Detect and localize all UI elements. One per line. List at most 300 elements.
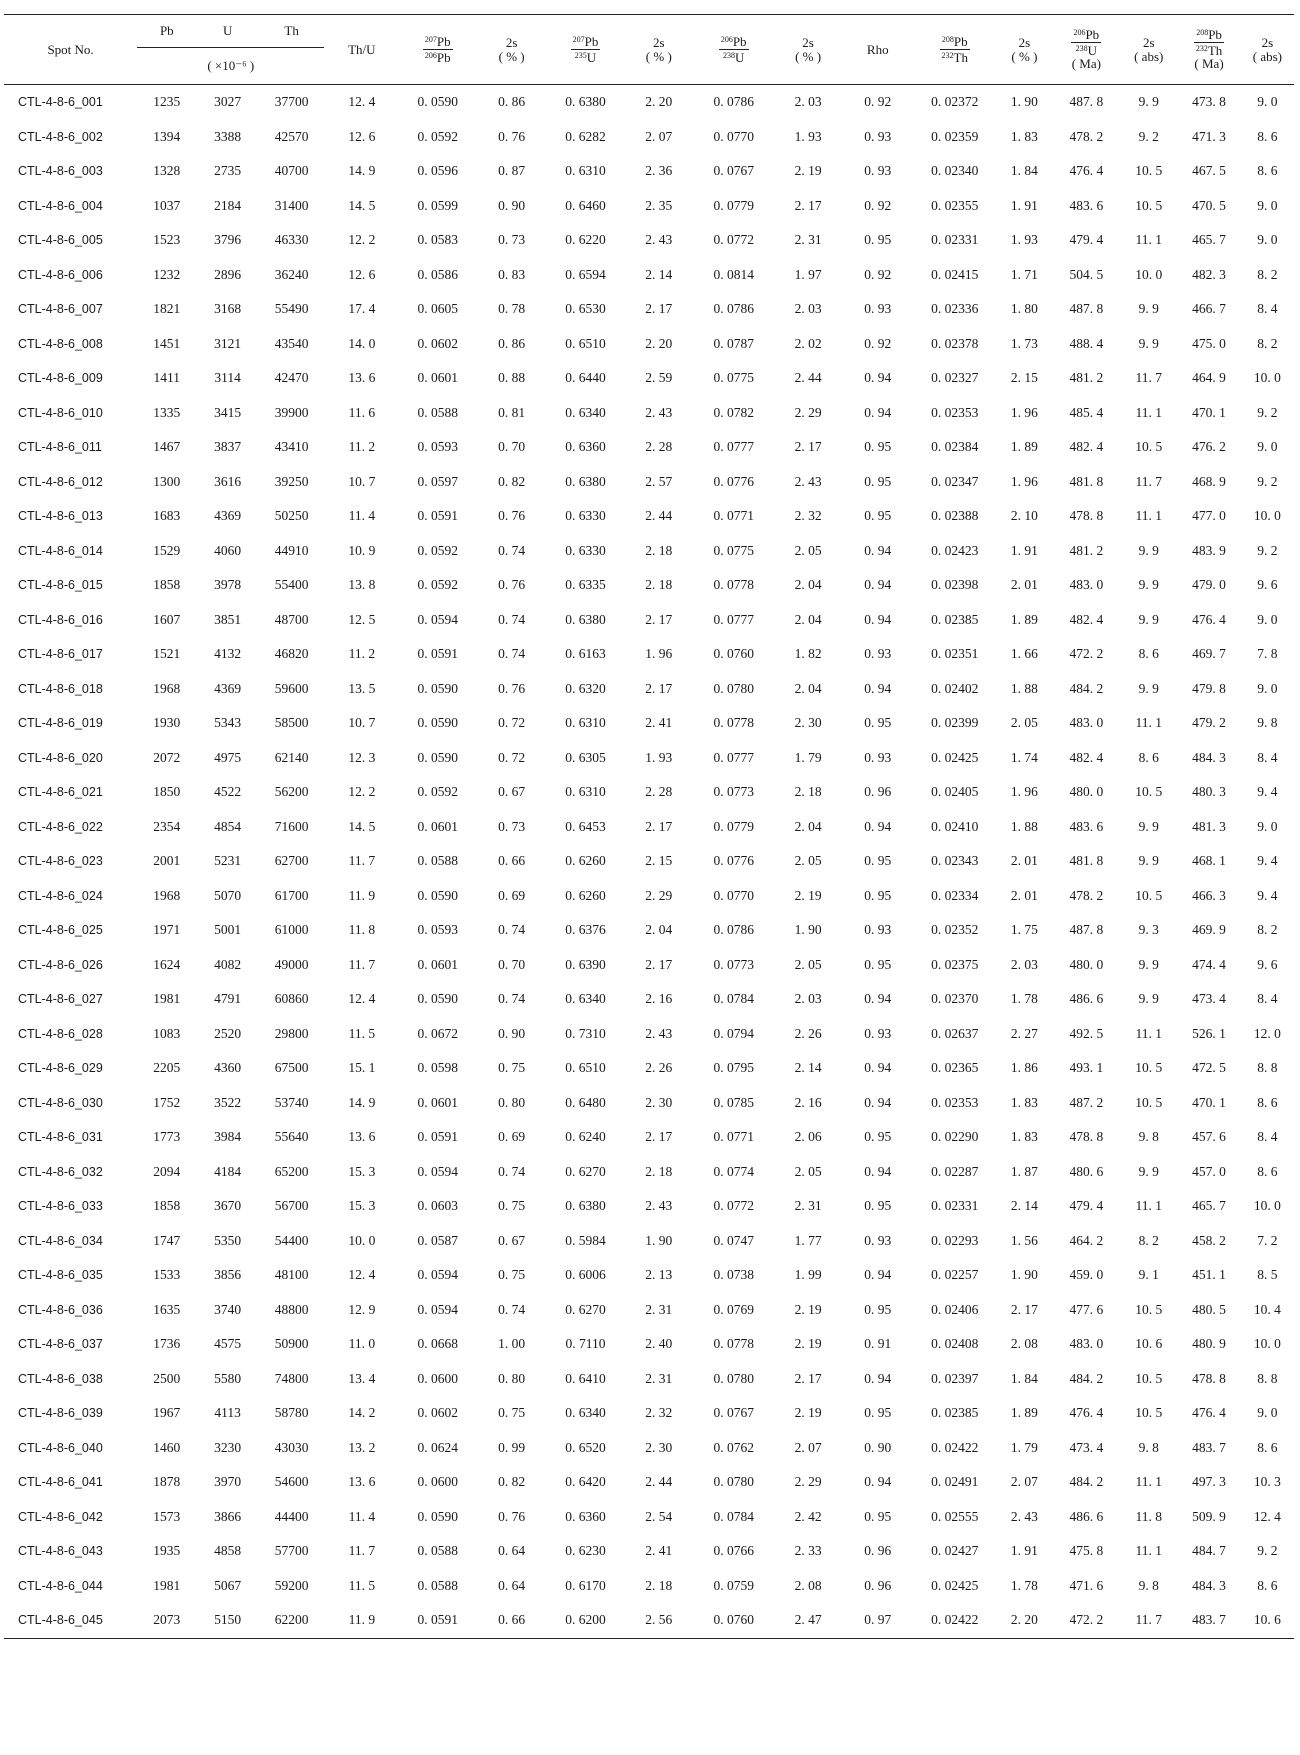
table-cell: 11. 7 <box>348 956 376 972</box>
table-cell: 4975 <box>214 749 242 765</box>
table-cell: 0. 69 <box>498 1129 526 1145</box>
table-cell: 11. 1 <box>1135 1025 1162 1041</box>
table-cell: 0. 0773 <box>713 784 754 800</box>
table-cell: 466. 7 <box>1192 301 1226 317</box>
table-cell: 59600 <box>274 680 309 696</box>
table-row <box>4 534 1294 569</box>
table-cell: 2. 19 <box>794 1405 822 1421</box>
spot-no-cell: CTL-4-8-6_026 <box>18 957 103 972</box>
table-cell: 0. 0591 <box>417 1129 459 1145</box>
table-cell: 2520 <box>214 1025 242 1041</box>
table-cell: 9. 9 <box>1138 818 1159 834</box>
table-cell: 9. 0 <box>1257 94 1278 110</box>
table-cell: 10. 9 <box>348 542 376 558</box>
spot-no-cell: CTL-4-8-6_004 <box>18 198 103 213</box>
table-cell: 8. 4 <box>1257 301 1278 317</box>
table-cell: 3027 <box>214 94 242 110</box>
table-cell: 483. 0 <box>1069 577 1104 593</box>
table-cell: 9. 8 <box>1138 1577 1159 1593</box>
table-cell: 5350 <box>214 1232 242 1248</box>
table-cell: 9. 9 <box>1138 611 1159 627</box>
table-cell: 476. 4 <box>1192 611 1226 627</box>
table-cell: 0. 73 <box>498 232 526 248</box>
table-cell: 0. 93 <box>864 922 892 938</box>
spot-no-cell: CTL-4-8-6_003 <box>18 164 103 179</box>
table-cell: 0. 96 <box>864 1577 892 1593</box>
table-cell: 475. 8 <box>1069 1543 1104 1559</box>
table-cell: 485. 4 <box>1069 404 1104 420</box>
table-cell: 0. 95 <box>864 1301 892 1317</box>
table-cell: 2. 44 <box>645 508 673 524</box>
table-cell: 2. 20 <box>1010 1612 1038 1628</box>
table-cell: 11. 2 <box>348 646 376 662</box>
table-cell: 483. 0 <box>1069 1336 1104 1352</box>
table-cell: 1. 93 <box>794 128 822 144</box>
table-cell: 8. 2 <box>1138 1232 1159 1248</box>
table-row <box>4 465 1294 500</box>
table-cell: 9. 9 <box>1138 680 1159 696</box>
table-row <box>4 1224 1294 1259</box>
table-cell: 9. 6 <box>1257 577 1278 593</box>
table-cell: 472. 5 <box>1192 1060 1226 1076</box>
table-cell: 11. 1 <box>1135 715 1162 731</box>
table-cell: 0. 6330 <box>565 542 606 558</box>
table-cell: 0. 96 <box>864 1543 892 1559</box>
table-cell: 478. 8 <box>1069 508 1104 524</box>
table-cell: 9. 9 <box>1138 991 1159 1007</box>
table-cell: 0. 0596 <box>417 163 459 179</box>
table-cell: 1607 <box>153 611 181 627</box>
table-cell: 0. 0776 <box>713 473 754 489</box>
spot-no-cell: CTL-4-8-6_013 <box>18 509 103 524</box>
table-cell: 1. 73 <box>1010 335 1038 351</box>
table-cell: 1573 <box>153 1508 181 1524</box>
table-cell: 0. 02351 <box>931 646 979 662</box>
table-cell: 2. 54 <box>645 1508 673 1524</box>
table-cell: 11. 2 <box>348 439 376 455</box>
table-cell: 1. 90 <box>645 1232 673 1248</box>
table-cell: 475. 0 <box>1192 335 1226 351</box>
table-cell: 480. 0 <box>1069 956 1104 972</box>
table-cell: 11. 1 <box>1135 232 1162 248</box>
table-cell: 0. 76 <box>498 1508 526 1524</box>
table-cell: 2072 <box>153 749 181 765</box>
table-cell: 2. 01 <box>1010 887 1038 903</box>
table-cell: 2. 35 <box>645 197 673 213</box>
table-cell: 0. 0771 <box>713 508 754 524</box>
table-cell: 2. 15 <box>645 853 673 869</box>
table-cell: 1. 88 <box>1010 680 1038 696</box>
table-cell: 3837 <box>214 439 242 455</box>
table-cell: 54600 <box>274 1474 309 1490</box>
spot-no-cell: CTL-4-8-6_012 <box>18 474 103 489</box>
table-cell: 481. 8 <box>1069 853 1104 869</box>
table-cell: 0. 6006 <box>565 1267 606 1283</box>
table-cell: 55640 <box>274 1129 309 1145</box>
table-cell: 9. 9 <box>1138 577 1159 593</box>
spot-no-cell: CTL-4-8-6_035 <box>18 1268 103 1283</box>
table-cell: 0. 70 <box>498 439 526 455</box>
table-cell: 2. 17 <box>645 956 673 972</box>
table-cell: 2. 05 <box>794 956 822 972</box>
table-cell: 2001 <box>153 853 181 869</box>
header-err-5: 2s ( abs) <box>1134 34 1164 64</box>
table-cell: 478. 8 <box>1192 1370 1226 1386</box>
table-cell: 2. 31 <box>645 1370 673 1386</box>
table-cell: 468. 9 <box>1192 473 1226 489</box>
table-cell: 0. 94 <box>864 1474 892 1490</box>
table-cell: 9. 2 <box>1257 1543 1278 1559</box>
table-cell: 0. 0777 <box>713 749 754 765</box>
table-cell: 4369 <box>214 680 242 696</box>
table-cell: 9. 0 <box>1257 611 1278 627</box>
table-cell: 0. 0776 <box>713 853 754 869</box>
table-cell: 44400 <box>274 1508 309 1524</box>
table-cell: 0. 90 <box>864 1439 892 1455</box>
table-cell: 11. 1 <box>1135 1543 1162 1559</box>
table-cell: 11. 7 <box>348 1543 376 1559</box>
table-cell: 0. 74 <box>498 922 526 938</box>
table-cell: 2. 20 <box>645 94 673 110</box>
table-cell: 0. 0586 <box>417 266 459 282</box>
table-cell: 0. 0592 <box>417 542 459 558</box>
table-cell: 3851 <box>214 611 242 627</box>
table-cell: 0. 02340 <box>931 163 979 179</box>
table-cell: 0. 0594 <box>417 1163 459 1179</box>
table-cell: 1. 91 <box>1010 1543 1038 1559</box>
table-cell: 0. 02427 <box>931 1543 979 1559</box>
table-cell: 0. 0624 <box>417 1439 459 1455</box>
table-cell: 9. 6 <box>1257 956 1278 972</box>
table-row <box>4 879 1294 914</box>
table-cell: 9. 9 <box>1138 335 1159 351</box>
table-cell: 9. 1 <box>1138 1267 1159 1283</box>
table-cell: 12. 3 <box>348 749 376 765</box>
table-cell: 0. 5984 <box>565 1232 606 1248</box>
table-cell: 0. 02347 <box>931 473 979 489</box>
table-cell: 467. 5 <box>1192 163 1226 179</box>
table-row <box>4 1086 1294 1121</box>
table-cell: 0. 02290 <box>931 1129 979 1145</box>
table-cell: 478. 2 <box>1069 887 1104 903</box>
table-cell: 470. 5 <box>1192 197 1226 213</box>
spot-no-cell: CTL-4-8-6_041 <box>18 1475 103 1490</box>
table-cell: 464. 2 <box>1069 1232 1104 1248</box>
table-cell: 0. 0778 <box>713 715 754 731</box>
table-row <box>4 120 1294 155</box>
spot-no-cell: CTL-4-8-6_034 <box>18 1233 103 1248</box>
table-cell: 10. 5 <box>1135 1301 1163 1317</box>
table-cell: 0. 6320 <box>565 680 606 696</box>
table-cell: 2. 31 <box>645 1301 673 1317</box>
table-cell: 10. 5 <box>1135 163 1163 179</box>
table-cell: 9. 8 <box>1257 715 1278 731</box>
table-row <box>4 1603 1294 1638</box>
table-cell: 14. 9 <box>348 1094 376 1110</box>
table-cell: 2. 59 <box>645 370 673 386</box>
table-row <box>4 1155 1294 1190</box>
table-cell: 0. 73 <box>498 818 526 834</box>
table-cell: 476. 4 <box>1069 163 1104 179</box>
table-cell: 2. 07 <box>645 128 673 144</box>
spot-no-cell: CTL-4-8-6_020 <box>18 750 103 765</box>
table-cell: 8. 4 <box>1257 749 1278 765</box>
table-cell: 0. 6270 <box>565 1163 606 1179</box>
table-cell: 0. 02384 <box>931 439 979 455</box>
table-cell: 0. 0795 <box>713 1060 754 1076</box>
table-cell: 1451 <box>153 335 181 351</box>
table-cell: 54400 <box>274 1232 309 1248</box>
table-cell: 2. 01 <box>1010 853 1038 869</box>
spot-no-cell: CTL-4-8-6_011 <box>18 440 102 455</box>
table-cell: 0. 6270 <box>565 1301 606 1317</box>
table-cell: 5343 <box>214 715 242 731</box>
spot-no-cell: CTL-4-8-6_014 <box>18 543 103 558</box>
spot-no-cell: CTL-4-8-6_023 <box>18 854 103 869</box>
table-cell: 49000 <box>274 956 309 972</box>
table-cell: 2. 07 <box>1010 1474 1038 1490</box>
table-cell: 0. 0784 <box>713 991 754 1007</box>
table-cell: 484. 7 <box>1192 1543 1226 1559</box>
table-cell: 1037 <box>153 197 181 213</box>
table-cell: 0. 02353 <box>931 1094 979 1110</box>
table-cell: 8. 6 <box>1257 128 1278 144</box>
table-cell: 0. 02410 <box>931 818 979 834</box>
spot-no-cell: CTL-4-8-6_015 <box>18 578 103 593</box>
table-cell: 0. 6453 <box>565 818 606 834</box>
table-cell: 483. 7 <box>1192 1439 1226 1455</box>
table-cell: 9. 3 <box>1138 922 1159 938</box>
table-cell: 0. 02327 <box>931 370 979 386</box>
table-cell: 4184 <box>214 1163 242 1179</box>
table-cell: 466. 3 <box>1192 887 1226 903</box>
table-cell: 0. 76 <box>498 680 526 696</box>
table-cell: 1858 <box>153 577 181 593</box>
table-cell: 0. 6310 <box>565 715 606 731</box>
table-cell: 0. 66 <box>498 853 526 869</box>
table-cell: 0. 6170 <box>565 1577 606 1593</box>
table-cell: 10. 0 <box>1253 508 1281 524</box>
table-cell: 0. 82 <box>498 1474 526 1490</box>
table-cell: 0. 0590 <box>417 1508 459 1524</box>
table-cell: 2. 02 <box>794 335 822 351</box>
table-cell: 0. 6220 <box>565 232 606 248</box>
table-cell: 0. 94 <box>864 404 892 420</box>
table-cell: 2. 43 <box>645 232 673 248</box>
table-cell: 0. 81 <box>498 404 526 420</box>
table-cell: 477. 0 <box>1192 508 1226 524</box>
table-cell: 0. 0770 <box>713 128 754 144</box>
table-cell: 56700 <box>274 1198 309 1214</box>
table-cell: 0. 6310 <box>565 163 606 179</box>
table-cell: 11. 7 <box>1135 1612 1162 1628</box>
table-cell: 472. 2 <box>1069 1612 1104 1628</box>
header-err-3: 2s ( % ) <box>795 34 822 64</box>
table-cell: 0. 93 <box>864 163 892 179</box>
table-cell: 71600 <box>274 818 309 834</box>
table-cell: 9. 9 <box>1138 94 1159 110</box>
table-cell: 483. 0 <box>1069 715 1104 731</box>
table-cell: 0. 6260 <box>565 853 606 869</box>
spot-no-cell: CTL-4-8-6_010 <box>18 405 103 420</box>
table-cell: 43540 <box>274 335 309 351</box>
table-cell: 0. 0738 <box>713 1267 754 1283</box>
table-row <box>4 396 1294 431</box>
spot-no-cell: CTL-4-8-6_024 <box>18 888 103 903</box>
table-cell: 2. 29 <box>794 1474 822 1490</box>
table-cell: 0. 6380 <box>565 1198 606 1214</box>
table-cell: 9. 0 <box>1257 197 1278 213</box>
table-cell: 0. 02399 <box>931 715 979 731</box>
table-row <box>4 1500 1294 1535</box>
spot-no-cell: CTL-4-8-6_044 <box>18 1578 103 1593</box>
table-cell: 0. 0779 <box>713 818 754 834</box>
table-cell: 451. 1 <box>1192 1267 1226 1283</box>
table-cell: 0. 02334 <box>931 887 979 903</box>
table-cell: 48800 <box>274 1301 309 1317</box>
table-cell: 11. 7 <box>1135 473 1162 489</box>
table-cell: 2. 19 <box>794 1301 822 1317</box>
table-cell: 1967 <box>153 1405 181 1421</box>
table-cell: 0. 91 <box>864 1336 892 1352</box>
table-row <box>4 430 1294 465</box>
table-cell: 3616 <box>214 473 242 489</box>
table-cell: 8. 5 <box>1257 1267 1278 1283</box>
table-cell: 4854 <box>214 818 242 834</box>
table-cell: 479. 4 <box>1069 232 1104 248</box>
table-cell: 0. 02355 <box>931 197 979 213</box>
table-cell: 0. 0592 <box>417 577 459 593</box>
table-cell: 0. 0779 <box>713 197 754 213</box>
table-cell: 479. 4 <box>1069 1198 1104 1214</box>
table-cell: 11. 8 <box>1135 1508 1162 1524</box>
table-row <box>4 1017 1294 1052</box>
table-cell: 1. 96 <box>645 646 673 662</box>
table-cell: 0. 6480 <box>565 1094 606 1110</box>
table-cell: 13. 6 <box>348 370 376 386</box>
table-cell: 12. 6 <box>348 128 376 144</box>
table-cell: 497. 3 <box>1192 1474 1226 1490</box>
table-cell: 9. 0 <box>1257 232 1278 248</box>
table-cell: 0. 83 <box>498 266 526 282</box>
table-cell: 10. 6 <box>1253 1612 1281 1628</box>
table-cell: 14. 0 <box>348 335 376 351</box>
table-cell: 0. 94 <box>864 1370 892 1386</box>
table-cell: 1. 83 <box>1010 1129 1038 1145</box>
table-cell: 50250 <box>274 508 309 524</box>
table-cell: 0. 0594 <box>417 1267 459 1283</box>
table-cell: 11. 9 <box>348 1612 376 1628</box>
table-cell: 2. 17 <box>645 611 673 627</box>
table-cell: 2. 19 <box>794 163 822 179</box>
table-cell: 0. 76 <box>498 128 526 144</box>
table-cell: 0. 7310 <box>565 1025 606 1041</box>
table-cell: 0. 95 <box>864 1508 892 1524</box>
table-cell: 487. 8 <box>1069 922 1104 938</box>
table-cell: 2. 31 <box>794 1198 822 1214</box>
table-cell: 0. 02423 <box>931 542 979 558</box>
table-cell: 8. 6 <box>1257 163 1278 179</box>
table-cell: 0. 0591 <box>417 1612 459 1628</box>
table-cell: 43410 <box>274 439 309 455</box>
table-cell: 12. 9 <box>348 1301 376 1317</box>
table-cell: 464. 9 <box>1192 370 1226 386</box>
table-cell: 0. 0780 <box>713 680 754 696</box>
table-cell: 2. 28 <box>645 784 673 800</box>
table-cell: 0. 02398 <box>931 577 979 593</box>
table-cell: 0. 0766 <box>713 1543 754 1559</box>
table-cell: 3740 <box>214 1301 242 1317</box>
table-cell: 0. 94 <box>864 1094 892 1110</box>
table-cell: 2. 43 <box>645 1198 673 1214</box>
table-row <box>4 223 1294 258</box>
table-cell: 526. 1 <box>1192 1025 1226 1041</box>
table-cell: 484. 3 <box>1192 1577 1226 1593</box>
table-cell: 1523 <box>153 232 181 248</box>
table-cell: 0. 0602 <box>417 1405 459 1421</box>
table-cell: 0. 94 <box>864 542 892 558</box>
table-cell: 458. 2 <box>1192 1232 1226 1248</box>
table-row <box>4 810 1294 845</box>
table-cell: 2184 <box>214 197 242 213</box>
table-cell: 0. 74 <box>498 646 526 662</box>
table-cell: 0. 6520 <box>565 1439 606 1455</box>
table-cell: 0. 0592 <box>417 784 459 800</box>
table-cell: 2. 14 <box>645 266 673 282</box>
table-cell: 0. 92 <box>864 94 892 110</box>
table-cell: 0. 0770 <box>713 887 754 903</box>
table-cell: 1878 <box>153 1474 181 1490</box>
table-cell: 1624 <box>153 956 181 972</box>
table-cell: 0. 6260 <box>565 887 606 903</box>
table-cell: 4132 <box>214 646 242 662</box>
header-pb: Pb <box>159 23 174 38</box>
table-cell: 2. 04 <box>645 922 673 938</box>
table-cell: 2. 16 <box>645 991 673 1007</box>
table-cell: 0. 6330 <box>565 508 606 524</box>
table-cell: 2. 05 <box>794 853 822 869</box>
table-cell: 0. 0590 <box>417 680 459 696</box>
table-cell: 487. 8 <box>1069 301 1104 317</box>
table-cell: 12. 2 <box>348 232 376 248</box>
table-cell: 0. 93 <box>864 749 892 765</box>
table-cell: 53740 <box>274 1094 309 1110</box>
table-cell: 480. 0 <box>1069 784 1104 800</box>
table-cell: 2. 32 <box>645 1405 673 1421</box>
table-cell: 59200 <box>274 1577 309 1593</box>
table-cell: 0. 0602 <box>417 335 459 351</box>
table-cell: 0. 02370 <box>931 991 979 1007</box>
table-cell: 65200 <box>274 1163 309 1179</box>
table-cell: 1. 90 <box>794 922 822 938</box>
table-cell: 0. 6163 <box>565 646 606 662</box>
table-cell: 36240 <box>274 266 309 282</box>
table-cell: 482. 4 <box>1069 439 1104 455</box>
table-cell: 0. 0775 <box>713 542 754 558</box>
table-cell: 2896 <box>214 266 242 282</box>
table-cell: 0. 75 <box>498 1060 526 1076</box>
table-cell: 12. 5 <box>348 611 376 627</box>
table-cell: 15. 3 <box>348 1163 376 1179</box>
table-cell: 0. 0601 <box>417 1094 459 1110</box>
table-cell: 2. 03 <box>1010 956 1038 972</box>
table-cell: 0. 0782 <box>713 404 754 420</box>
table-row <box>4 637 1294 672</box>
table-cell: 1. 00 <box>498 1336 526 1352</box>
table-cell: 0. 0787 <box>713 335 754 351</box>
table-cell: 44910 <box>274 542 309 558</box>
table-cell: 2. 07 <box>794 1439 822 1455</box>
